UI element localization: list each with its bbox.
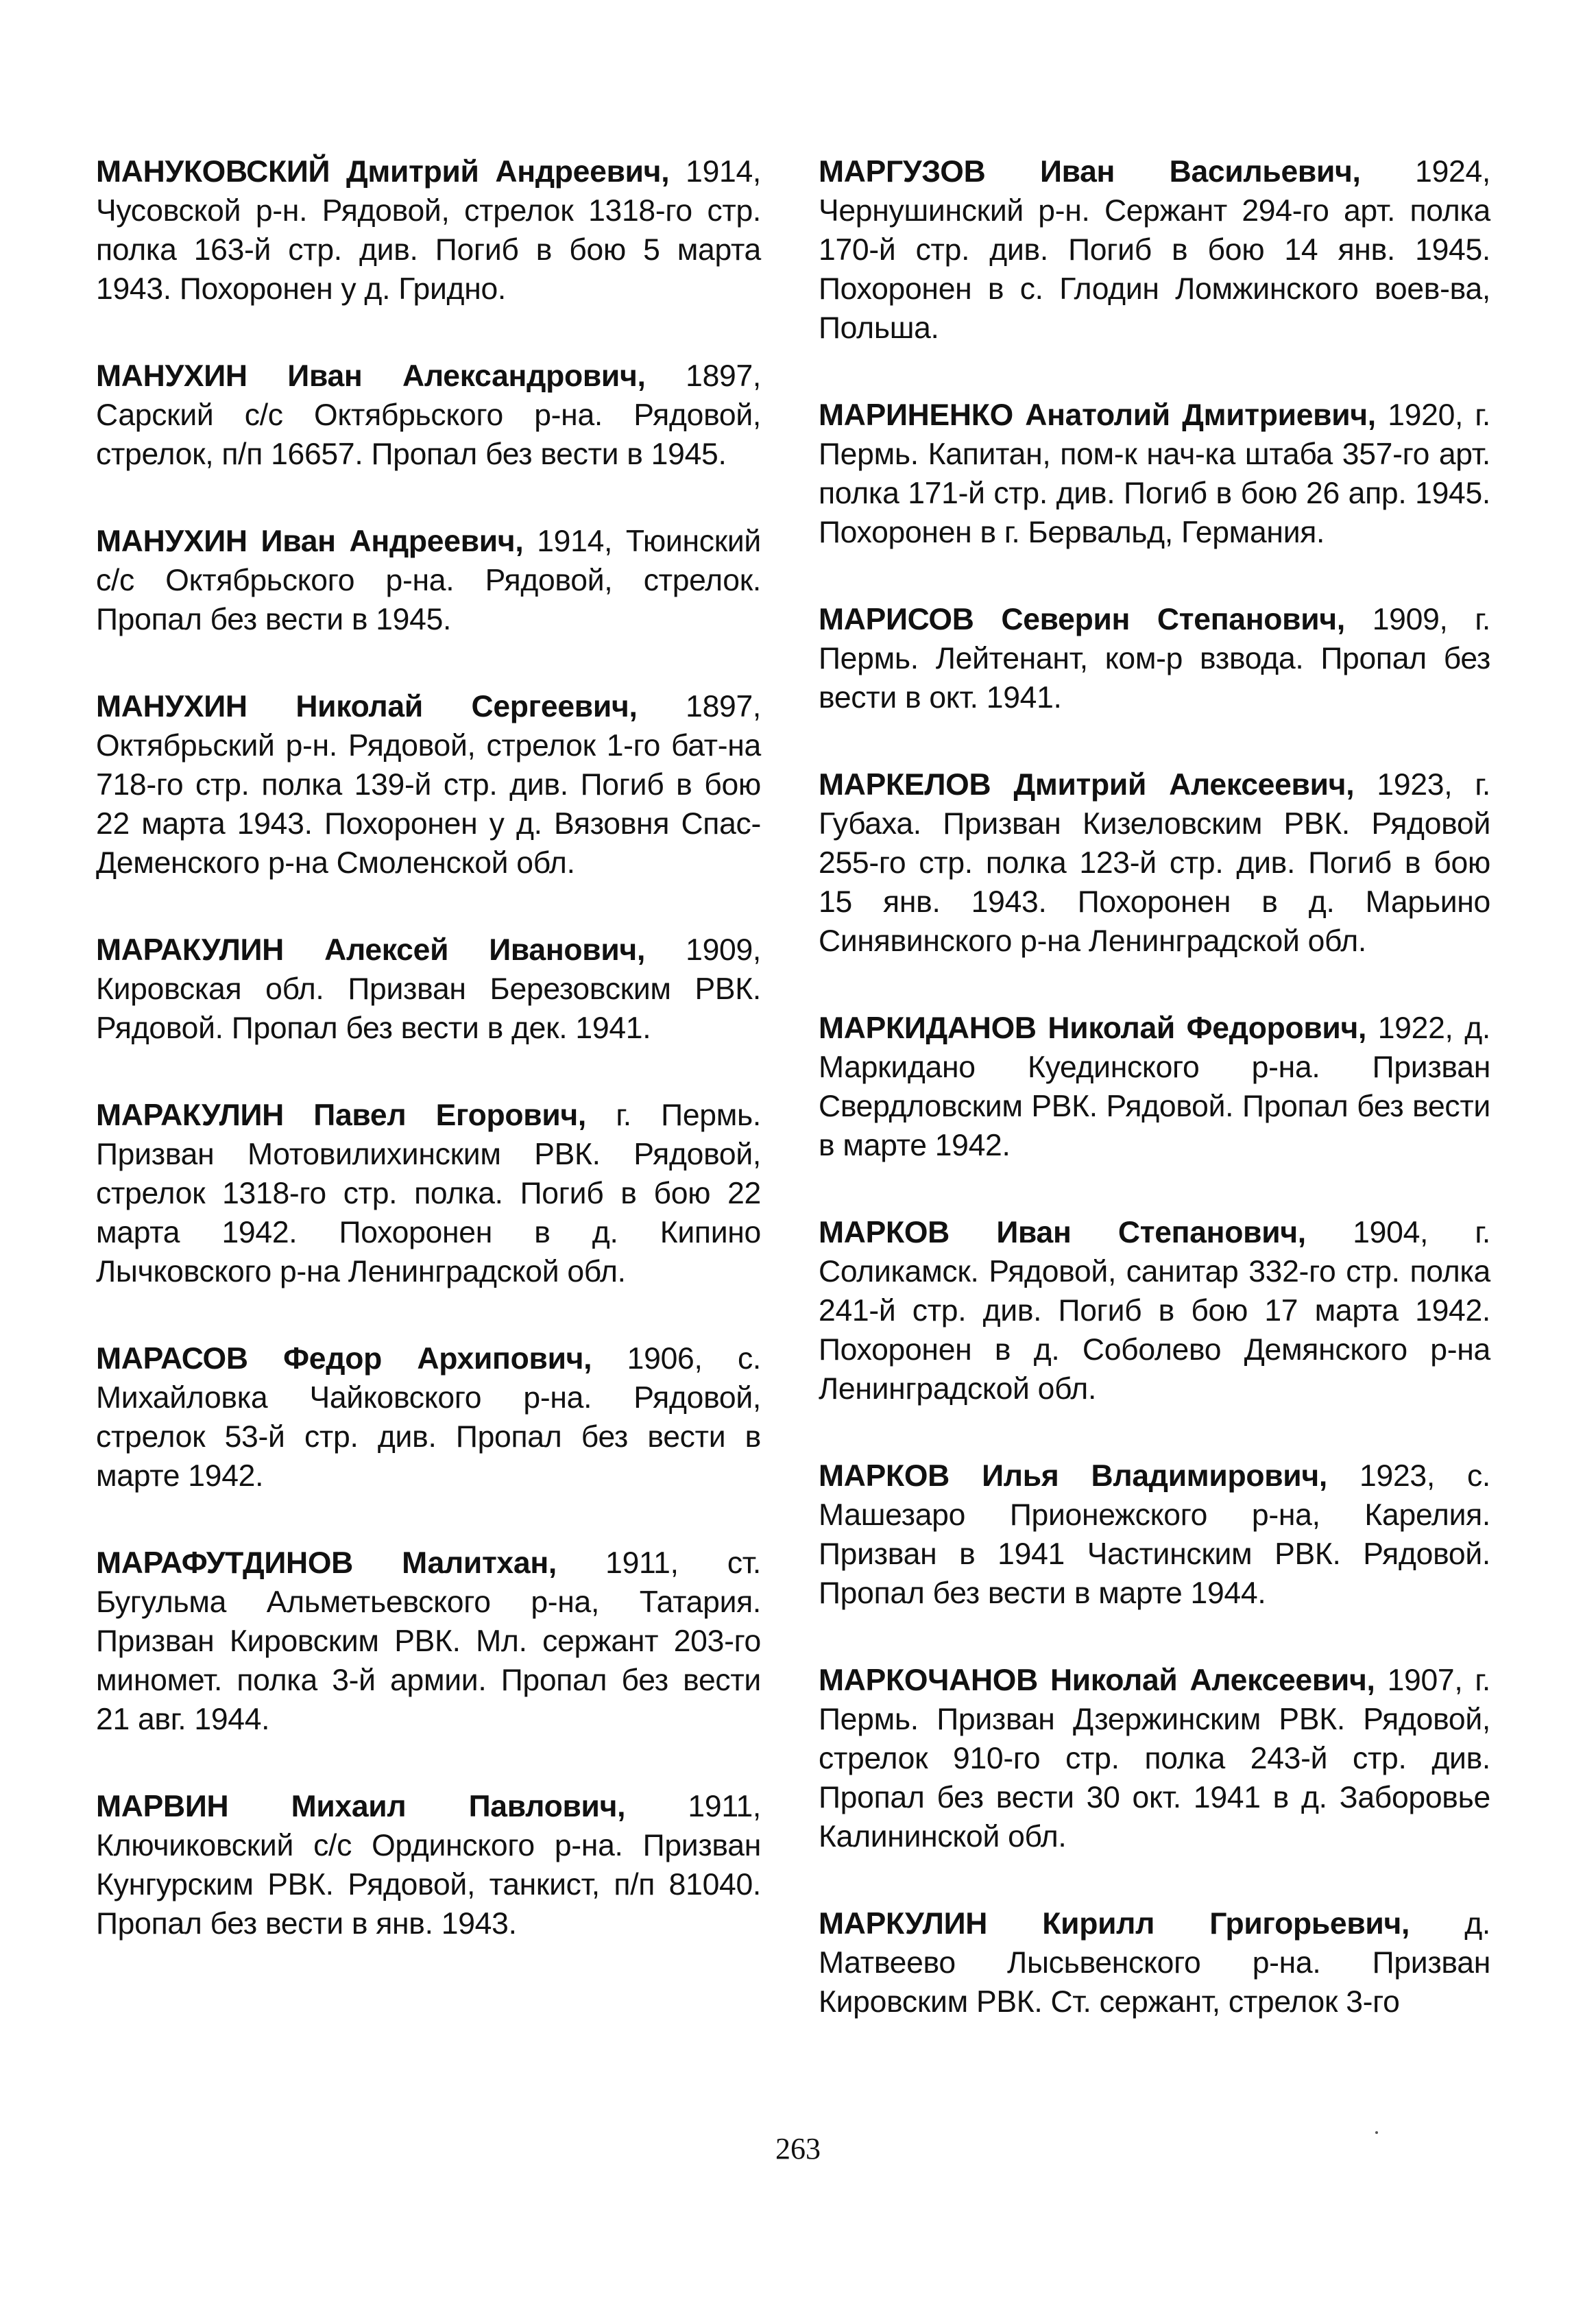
entry-text: 1911, Ключиковский с/с Ординского р-на. Призван Кунгурским РВК. Рядовой, танкист, п/п 81040. Пропал без вести в янв. 1943. (96, 1790, 761, 1941)
entry (96, 687, 761, 883)
entry-name: МАРИНЕНКО Анатолий Дмитриевич, (819, 398, 1376, 432)
entry-text: 1904, г. Соликамск. Рядовой, санитар 332-го стр. полка 241-й стр. див. Погиб в бою 17 марта 1942. Похоронен в д. Соболево Демянского р-на Ленинградской обл. (819, 1216, 1490, 1406)
entry-name: МАРАСОВ Федор Архипович, (96, 1342, 592, 1376)
entry-text: 1920, г. Пермь. Капитан, пом-к нач-ка штаба 357-го арт. полка 171-й стр. див. Погиб в бою 26 апр. 1945. Похоронен в г. Бервальд, Германия. (819, 398, 1490, 549)
entry (96, 152, 761, 309)
entry (819, 765, 1490, 961)
speck-mark (1375, 2131, 1378, 2134)
entry-text: 1897, Сарский с/с Октябрьского р-на. Рядовой, стрелок, п/п 16657. Пропал без вести в 1945. (96, 359, 761, 471)
entry-text: 1914, Тюинский с/с Октябрьского р-на. Рядовой, стрелок. Пропал без вести в 1945. (96, 525, 761, 636)
entry-name: МАРКОВ Иван Степанович, (819, 1216, 1306, 1249)
entry (819, 1661, 1490, 1856)
entry (819, 1009, 1490, 1165)
entry-text: 1922, д. Маркидано Куединского р-на. Призван Свердловским РВК. Рядовой. Пропал без вести в марте 1942. (819, 1011, 1490, 1162)
entry (96, 357, 761, 474)
entry (96, 1544, 761, 1739)
entry (819, 600, 1490, 717)
left-column (96, 152, 761, 1991)
page-number: 263 (775, 2132, 821, 2165)
entry-name: МАРАФУТДИНОВ Малитхан, (96, 1546, 557, 1580)
entry (96, 931, 761, 1048)
entry-text: 1914, Чусовской р-н. Рядовой, стрелок 1318-го стр. полка 163-й стр. див. Погиб в бою 5 марта 1943. Похоронен у д. Гридно. (96, 155, 761, 306)
entry (819, 1456, 1490, 1613)
entry-name: МАРАКУЛИН Павел Егорович, (96, 1099, 587, 1132)
entry-name: МАРАКУЛИН Алексей Иванович, (96, 933, 646, 967)
entry-name: МАРИСОВ Северин Степанович, (819, 603, 1345, 636)
entry-text: д. Матвеево Лысьвенского р-на. Призван Кировским РВК. Ст. сержант, стрелок 3-го (819, 1907, 1490, 2019)
entry (96, 1096, 761, 1291)
entry-name: МАРКЕЛОВ Дмитрий Алексеевич, (819, 768, 1355, 802)
entry-text: 1923, с. Машезаро Прионежского р-на, Карелия. Призван в 1941 Частинским РВК. Рядовой. Пропал без вести в марте 1944. (819, 1459, 1490, 1610)
entry-text: 1909, г. Пермь. Лейтенант, ком-р взвода. Пропал без вести в окт. 1941. (819, 603, 1490, 715)
entry (96, 1339, 761, 1496)
entry (819, 1904, 1490, 2021)
entry-name: МАНУХИН Иван Александрович, (96, 359, 646, 393)
entry-text: 1906, с. Михайловка Чайковского р-на. Рядовой, стрелок 53-й стр. див. Пропал без вести в марте 1942. (96, 1342, 761, 1493)
entry-name: МАРКУЛИН Кирилл Григорьевич, (819, 1907, 1410, 1941)
entry (819, 1213, 1490, 1408)
entry-text: 1923, г. Губаха. Призван Кизеловским РВК. Рядовой 255-го стр. полка 123-й стр. див. Погиб в бою 15 янв. 1943. Похоронен в д. Марьино Синявинского р-на Ленинградской обл. (819, 768, 1490, 958)
entry-text: 1909, Кировская обл. Призван Березовским РВК. Рядовой. Пропал без вести в дек. 1941. (96, 933, 761, 1045)
entry-name: МАРКОЧАНОВ Николай Алексеевич, (819, 1664, 1375, 1697)
entry-text: г. Пермь. Призван Мотовилихинским РВК. Рядовой, стрелок 1318-го стр. полка. Погиб в бою 22 марта 1942. Похоронен в д. Кипино Лычковского р-на Ленинградской обл. (96, 1099, 761, 1288)
right-column (819, 152, 1490, 2069)
entry-text: 1911, ст. Бугульма Альметьевского р-на, Татария. Призван Кировским РВК. Мл. сержант 203-го миномет. полка 3-й армии. Пропал без вести 21 авг. 1944. (96, 1546, 761, 1736)
entry-name: МАНУХИН Иван Андреевич, (96, 525, 524, 558)
entry (96, 1787, 761, 1943)
entry-name: МАРГУЗОВ Иван Васильевич, (819, 155, 1361, 189)
entry-text: 1907, г. Пермь. Призван Дзержинским РВК. Рядовой, стрелок 910-го стр. полка 243-й стр. див. Пропал без вести 30 окт. 1941 в д. Заборовье Калининской обл. (819, 1664, 1490, 1853)
entry-text: 1924, Чернушинский р-н. Сержант 294-го арт. полка 170-й стр. див. Погиб в бою 14 янв. 1945. Похоронен в с. Глодин Ломжинского воев-ва, Польша. (819, 155, 1490, 345)
entry-name: МАНУКОВСКИЙ Дмитрий Андреевич, (96, 155, 670, 189)
entry-name: МАРВИН Михаил Павлович, (96, 1790, 626, 1823)
entry (96, 522, 761, 639)
entry-text: 1897, Октябрьский р-н. Рядовой, стрелок 1-го бат-на 718-го стр. полка 139-й стр. див. Погиб в бою 22 марта 1943. Похоронен у д. Вязовня Спас-Деменского р-на Смоленской обл. (96, 690, 761, 880)
entry-name: МАНУХИН Николай Сергеевич, (96, 690, 638, 723)
entry (819, 396, 1490, 552)
entry-name: МАРКИДАНОВ Николай Федорович, (819, 1011, 1367, 1045)
entry-name: МАРКОВ Илья Владимирович, (819, 1459, 1327, 1493)
entry (819, 152, 1490, 348)
